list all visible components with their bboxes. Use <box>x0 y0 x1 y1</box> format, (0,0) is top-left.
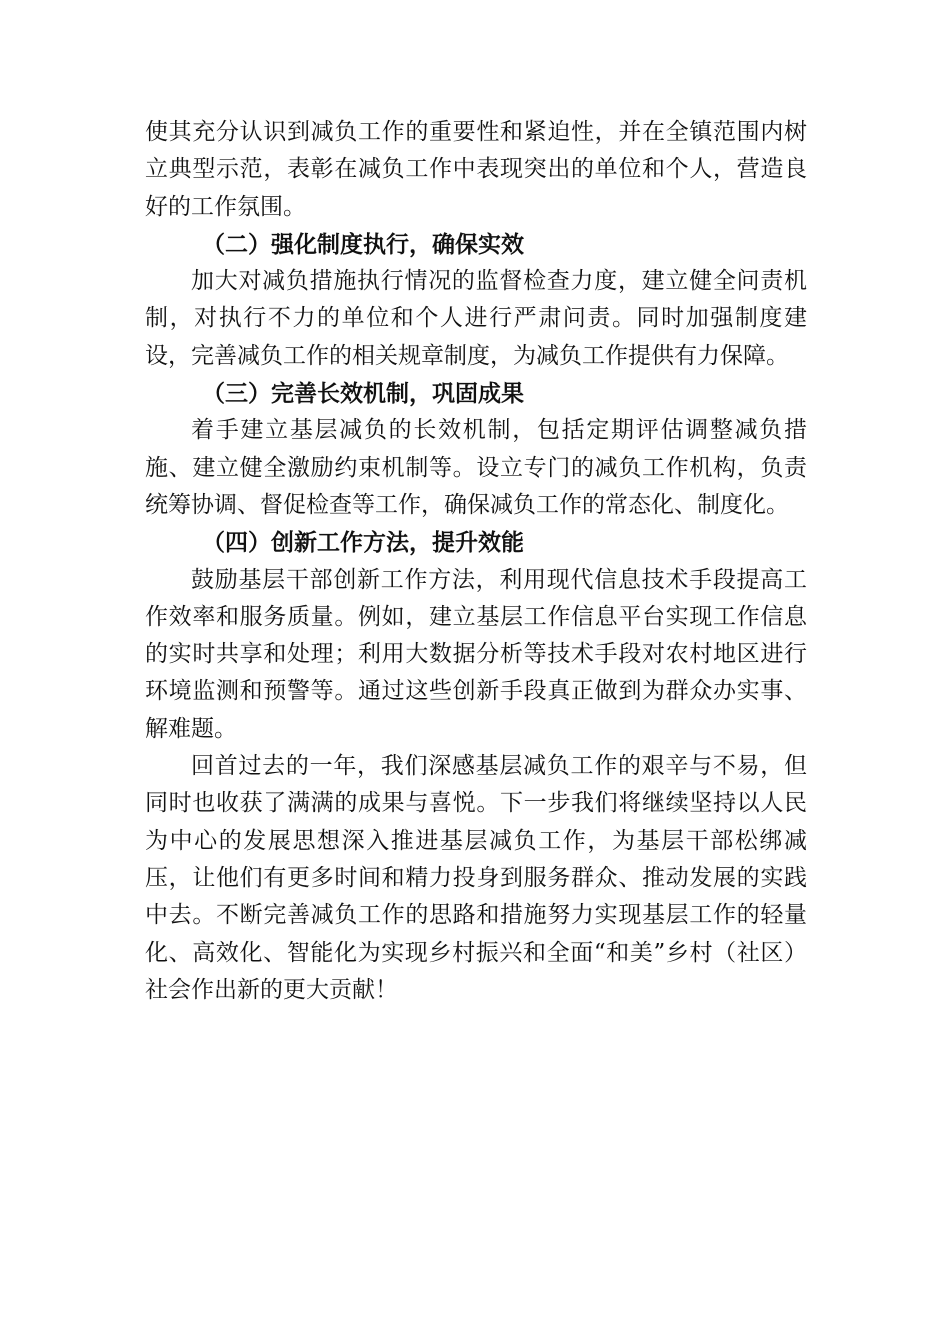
paragraph-section-2: 加大对减负措施执行情况的监督检查力度，建立健全问责机制，对执行不力的单位和个人进行严肃问责。同时加强制度建设，完善减负工作的相关规章制度，为减负工作提供有力保障。 <box>145 268 807 369</box>
section-heading-2: （二）强化制度执行，确保实效 <box>202 230 524 258</box>
section-heading-4: （四）创新工作方法，提升效能 <box>202 529 524 557</box>
paragraph-continued: 使其充分认识到减负工作的重要性和紧迫性，并在全镇范围内树立典型示范，表彰在减负工作中表现突出的单位和个人，营造良好的工作氛围。 <box>145 119 807 220</box>
document-body <box>145 114 807 1009</box>
paragraph-conclusion: 回首过去的一年，我们深感基层减负工作的艰辛与不易，但同时也收获了满满的成果与喜悦。下一步我们将继续坚持以人民为中心的发展思想深入推进基层减负工作，为基层干部松绑减压，让他们有更多时间和精力投身到服务群众、推动发展的实践中去。不断完善减负工作的思路和措施努力实现基层工作的轻量化、高效化、智能化为实现乡村振兴和全面“和美”乡村（社区）社会作出新的更大贡献！ <box>145 753 807 1003</box>
section-heading-3: （三）完善长效机制，巩固成果 <box>202 380 524 408</box>
paragraph-section-4: 鼓励基层干部创新工作方法，利用现代信息技术手段提高工作效率和服务质量。例如，建立基层工作信息平台实现工作信息的实时共享和处理；利用大数据分析等技术手段对农村地区进行环境监测和预警等。通过这些创新手段真正做到为群众办实事、解难题。 <box>145 566 807 742</box>
paragraph-section-3: 着手建立基层减负的长效机制，包括定期评估调整减负措施、建立健全激励约束机制等。设立专门的减负工作机构，负责统筹协调、督促检查等工作，确保减负工作的常态化、制度化。 <box>145 417 807 518</box>
